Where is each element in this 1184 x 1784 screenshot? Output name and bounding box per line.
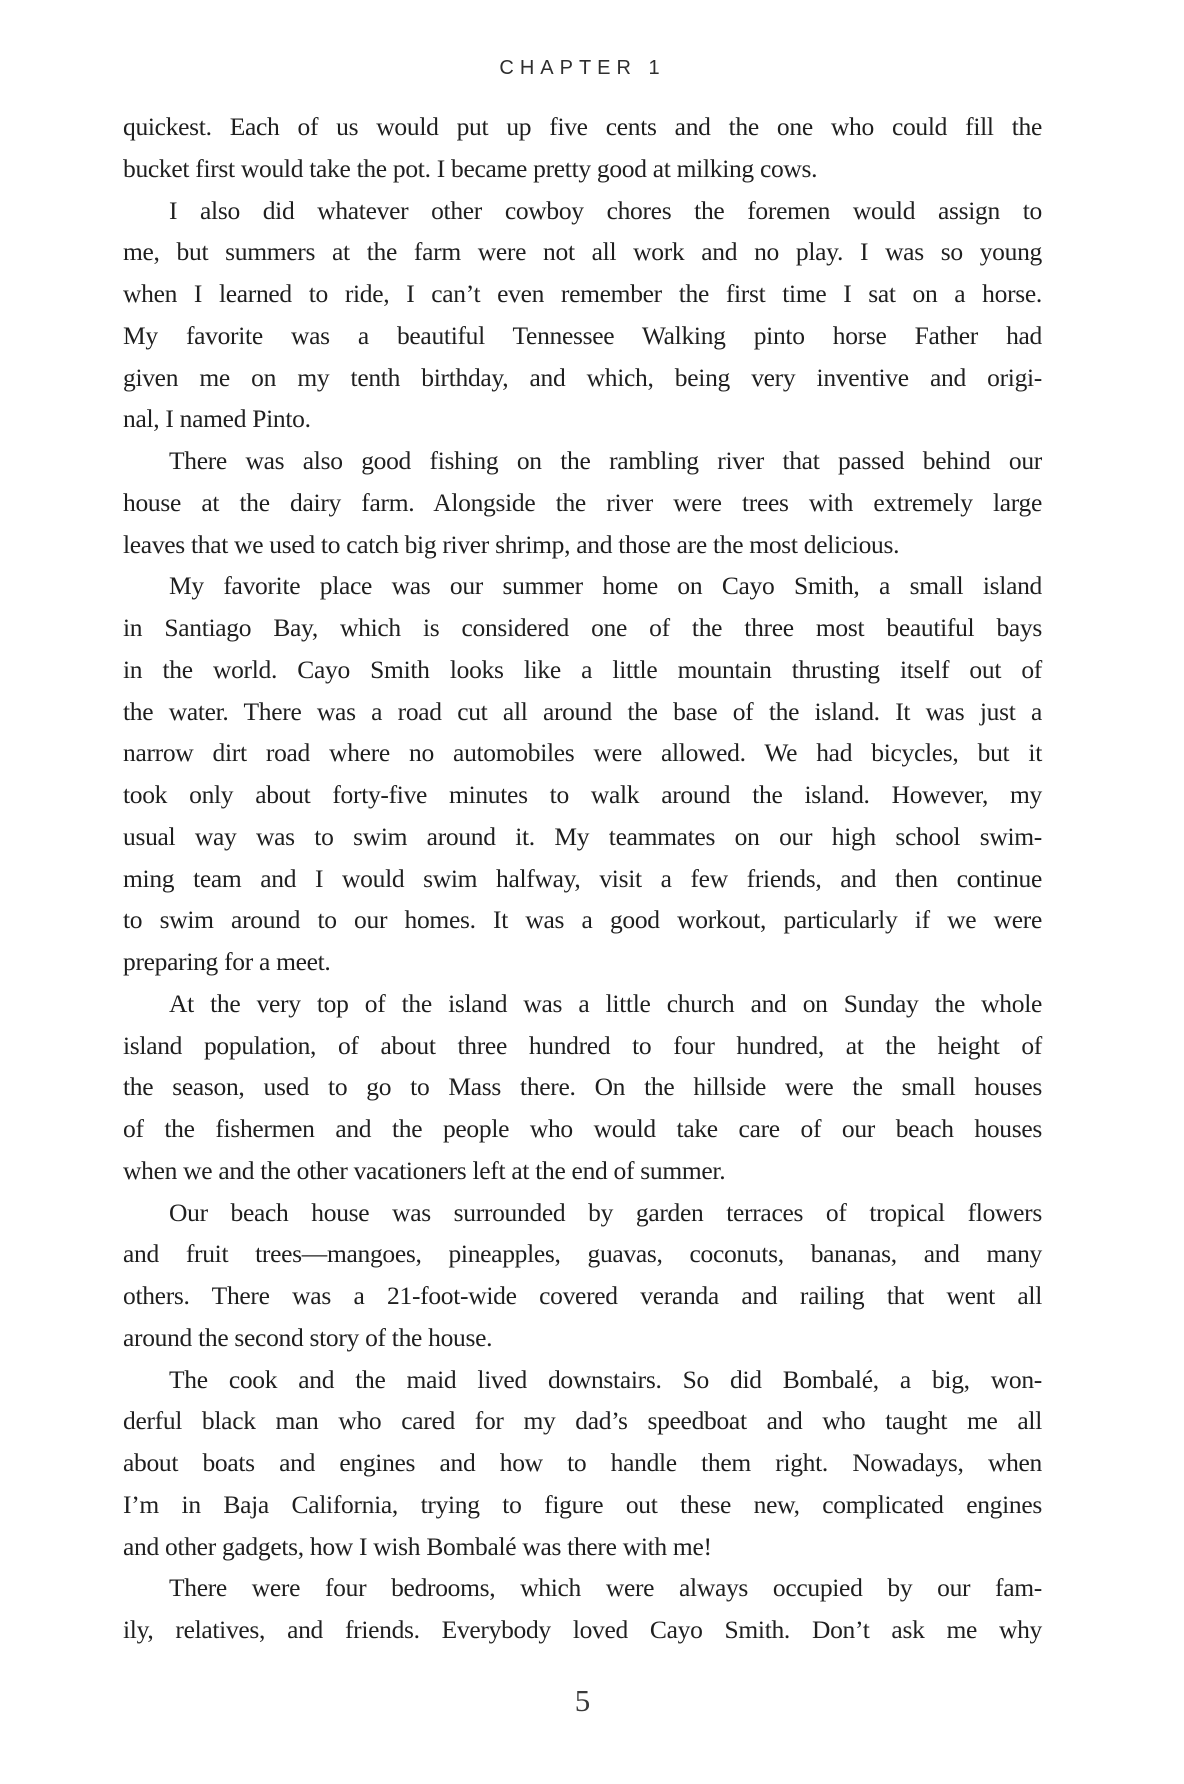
text-line: others. There was a 21-foot-wide covered veranda and railing that went all [123, 1281, 1042, 1310]
text-line: My favorite was a beautiful Tennessee Walking pinto horse Father had [123, 320, 1042, 350]
text-line: when we and the other vacationers left at the end of summer. [123, 1155, 726, 1185]
text-line: usual way was to swim around it. My teammates on our high school swim- [123, 821, 1042, 851]
paragraph [123, 1567, 1042, 1651]
paragraph [123, 1359, 1042, 1568]
text-line: house at the dairy farm. Alongside the river were trees with extremely large [123, 487, 1042, 517]
text-line: when I learned to ride, I can’t even remember the first time I sat on a horse. [123, 279, 1042, 308]
text-line: to swim around to our homes. It was a good workout, particularly if we were [123, 905, 1042, 935]
paragraph [123, 983, 1042, 1192]
text-line: nal, I named Pinto. [123, 404, 311, 434]
chapter-heading: CHAPTER 1 [499, 57, 666, 79]
text-line: ily, relatives, and friends. Everybody loved Cayo Smith. Don’t ask me why [123, 1615, 1042, 1644]
page-number: 5 [574, 1683, 591, 1718]
text-line: of the fishermen and the people who would take care of our beach houses [123, 1114, 1042, 1143]
text-line: in Santiago Bay, which is considered one of the three most beautiful bays [123, 613, 1042, 642]
paragraph [123, 1192, 1042, 1359]
text-line: Our beach house was surrounded by garden terraces of tropical flowers [169, 1197, 1042, 1227]
text-line: quickest. Each of us would put up five cents and the one who could fill the [123, 112, 1042, 141]
text-line: the season, used to go to Mass there. On the hillside were the small houses [123, 1072, 1042, 1102]
text-line: I also did whatever other cowboy chores the foremen would assign to [169, 195, 1042, 225]
text-line: There was also good fishing on the rambling river that passed behind our [169, 446, 1042, 475]
text-line: At the very top of the island was a little church and on Sunday the whole [169, 988, 1042, 1018]
text-line: The cook and the maid lived downstairs. So did Bombalé, a big, won- [169, 1364, 1042, 1394]
text-line: and fruit trees—mangoes, pineapples, guavas, coconuts, bananas, and many [123, 1239, 1042, 1269]
text-line: about boats and engines and how to handle them right. Nowadays, when [123, 1448, 1042, 1477]
text-line: bucket first would take the pot. I became pretty good at milking cows. [123, 153, 818, 183]
text-line: took only about forty-five minutes to walk around the island. However, my [123, 780, 1042, 809]
text-line: derful black man who cared for my dad’s speedboat and who taught me all [123, 1406, 1042, 1436]
text-line: given me on my tenth birthday, and which, being very inventive and origi- [123, 362, 1042, 392]
body-text [123, 106, 1042, 1651]
paragraph [123, 440, 1042, 565]
text-line: I’m in Baja California, trying to figure out these new, complicated engines [123, 1489, 1042, 1519]
text-line: in the world. Cayo Smith looks like a little mountain thrusting itself out of [123, 654, 1042, 684]
text-line: narrow dirt road where no automobiles were allowed. We had bicycles, but it [123, 738, 1042, 768]
text-line: the water. There was a road cut all around the base of the island. It was just a [123, 696, 1042, 726]
text-line: preparing for a meet. [123, 947, 331, 976]
text-line: ming team and I would swim halfway, visit a few friends, and then continue [123, 863, 1042, 893]
text-line: There were four bedrooms, which were always occupied by our fam- [169, 1573, 1042, 1603]
paragraph [123, 106, 1042, 190]
text-line: me, but summers at the farm were not all work and no play. I was so young [123, 237, 1042, 267]
text-line: around the second story of the house. [123, 1322, 493, 1352]
text-line: island population, of about three hundred to four hundred, at the height of [123, 1030, 1042, 1060]
paragraph [123, 565, 1042, 983]
text-line: My favorite place was our summer home on Cayo Smith, a small island [169, 571, 1042, 601]
text-line: and other gadgets, how I wish Bombalé was there with me! [123, 1531, 712, 1561]
paragraph [123, 190, 1042, 441]
text-line: leaves that we used to catch big river shrimp, and those are the most delicious. [123, 529, 900, 559]
